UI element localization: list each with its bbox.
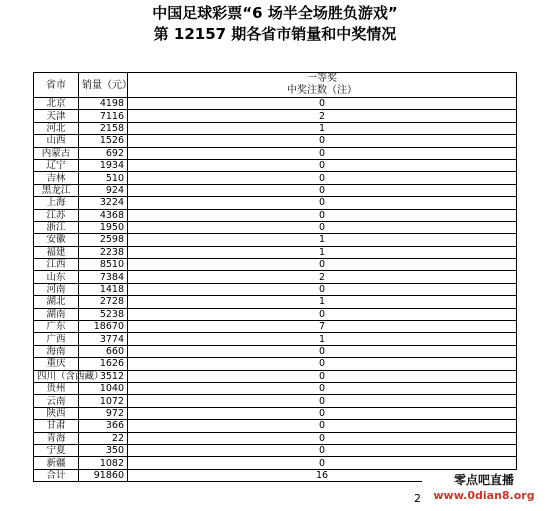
title-line-2: 第 12157 期各省市销量和中奖情况 (153, 25, 397, 43)
cell-wins: 0 (128, 98, 517, 110)
header-first-prize (128, 73, 517, 98)
cell-wins: 2 (128, 110, 517, 122)
cell-province: 上海 (34, 197, 79, 209)
table-row (34, 271, 517, 283)
cell-sales: 350 (79, 444, 128, 456)
cell-sales: 510 (79, 172, 128, 184)
cell-sales: 7116 (79, 110, 128, 122)
table-row (34, 444, 517, 456)
header-sales: 销量（元） (79, 73, 128, 98)
cell-wins: 0 (128, 457, 517, 469)
cell-sales: 5238 (79, 308, 128, 320)
cell-sales: 1950 (79, 221, 128, 233)
cell-sales: 1934 (79, 159, 128, 171)
cell-wins: 0 (128, 209, 517, 221)
table-row (34, 321, 517, 333)
cell-province: 吉林 (34, 172, 79, 184)
cell-sales: 4198 (79, 98, 128, 110)
cell-sales: 2238 (79, 246, 128, 258)
cell-province: 广西 (34, 333, 79, 345)
cell-sales: 2728 (79, 296, 128, 308)
table-row (34, 395, 517, 407)
cell-sales: 1082 (79, 457, 128, 469)
cell-sales: 660 (79, 345, 128, 357)
watermark-site-name: 零点吧直播 (453, 473, 514, 487)
table-row (34, 122, 517, 134)
table-row (34, 98, 517, 110)
cell-wins: 0 (128, 420, 517, 432)
cell-wins: 7 (128, 321, 517, 333)
sales-table (33, 72, 517, 482)
cell-sales: 7384 (79, 271, 128, 283)
table-row (34, 184, 517, 196)
cell-wins: 0 (128, 345, 517, 357)
cell-province: 辽宁 (34, 159, 79, 171)
table-row (34, 246, 517, 258)
cell-province: 黑龙江 (34, 184, 79, 196)
table-row (34, 345, 517, 357)
cell-wins: 0 (128, 221, 517, 233)
cell-province: 内蒙古 (34, 147, 79, 159)
cell-province: 安徽 (34, 234, 79, 246)
partial-text: 2 (414, 492, 421, 505)
cell-province: 四川（含西藏） (34, 370, 79, 382)
cell-province: 贵州 (34, 382, 79, 394)
cell-sales: 1040 (79, 382, 128, 394)
cell-sales: 2158 (79, 122, 128, 134)
cell-province: 北京 (34, 98, 79, 110)
cell-sales: 22 (79, 432, 128, 444)
cell-wins: 0 (128, 159, 517, 171)
cell-province: 合计 (34, 469, 79, 481)
watermark-url: www.0dian8.org (433, 489, 535, 502)
cell-province: 天津 (34, 110, 79, 122)
cell-sales: 972 (79, 407, 128, 419)
cell-sales: 1418 (79, 283, 128, 295)
cell-sales: 4368 (79, 209, 128, 221)
table-row (34, 382, 517, 394)
cell-wins: 1 (128, 246, 517, 258)
cell-wins: 1 (128, 296, 517, 308)
cell-sales: 3774 (79, 333, 128, 345)
watermark (422, 470, 546, 508)
cell-sales: 3512 (79, 370, 128, 382)
table-row (34, 159, 517, 171)
cell-sales: 2598 (79, 234, 128, 246)
cell-sales: 1072 (79, 395, 128, 407)
cell-wins: 16 (128, 469, 517, 481)
table-row (34, 135, 517, 147)
cell-wins: 0 (128, 184, 517, 196)
table-row (34, 197, 517, 209)
cell-province: 江西 (34, 259, 79, 271)
table-row (34, 259, 517, 271)
cell-wins: 0 (128, 147, 517, 159)
table-body (34, 98, 517, 482)
cell-wins: 1 (128, 333, 517, 345)
cell-province: 河北 (34, 122, 79, 134)
table-row (34, 370, 517, 382)
cell-province: 陕西 (34, 407, 79, 419)
cell-wins: 0 (128, 358, 517, 370)
cell-province: 宁夏 (34, 444, 79, 456)
table-row (34, 172, 517, 184)
table-row (34, 457, 517, 469)
cell-wins: 0 (128, 283, 517, 295)
cell-wins: 0 (128, 259, 517, 271)
cell-wins: 0 (128, 370, 517, 382)
cell-province: 广东 (34, 321, 79, 333)
cell-sales: 1626 (79, 358, 128, 370)
header-wins: 中奖注数（注） (287, 85, 357, 96)
table-header-row (34, 73, 517, 98)
cell-wins: 0 (128, 444, 517, 456)
cell-wins: 0 (128, 135, 517, 147)
cell-sales: 3224 (79, 197, 128, 209)
cell-sales: 924 (79, 184, 128, 196)
title-line-1: 中国足球彩票“6 场半全场胜负游戏” (152, 4, 398, 22)
header-prize-tier: 一等奖 (307, 73, 337, 84)
cell-sales: 8510 (79, 259, 128, 271)
cell-sales: 1526 (79, 135, 128, 147)
cell-wins: 2 (128, 271, 517, 283)
cell-province: 湖南 (34, 308, 79, 320)
cell-wins: 0 (128, 407, 517, 419)
table-row (34, 209, 517, 221)
table-row (34, 308, 517, 320)
cell-province: 海南 (34, 345, 79, 357)
header-province: 省市 (34, 73, 79, 98)
cell-wins: 0 (128, 395, 517, 407)
cell-wins: 1 (128, 122, 517, 134)
cell-sales: 692 (79, 147, 128, 159)
cell-province: 云南 (34, 395, 79, 407)
table-row (34, 407, 517, 419)
table-row (34, 283, 517, 295)
cell-wins: 0 (128, 432, 517, 444)
cell-province: 新疆 (34, 457, 79, 469)
cell-wins: 0 (128, 382, 517, 394)
cell-province: 福建 (34, 246, 79, 258)
table-row (34, 234, 517, 246)
cell-sales: 366 (79, 420, 128, 432)
cell-province: 青海 (34, 432, 79, 444)
table-row (34, 147, 517, 159)
table-row (34, 358, 517, 370)
table-row (34, 221, 517, 233)
table-row (34, 432, 517, 444)
cell-sales: 18670 (79, 321, 128, 333)
table-row (34, 333, 517, 345)
cell-province: 山西 (34, 135, 79, 147)
cell-wins: 0 (128, 172, 517, 184)
table-row (34, 296, 517, 308)
cell-province: 浙江 (34, 221, 79, 233)
cell-wins: 1 (128, 234, 517, 246)
table-row (34, 110, 517, 122)
cell-province: 山东 (34, 271, 79, 283)
cell-province: 河南 (34, 283, 79, 295)
table-row (34, 420, 517, 432)
cell-wins: 0 (128, 197, 517, 209)
cell-sales: 91860 (79, 469, 128, 481)
cell-wins: 0 (128, 308, 517, 320)
cell-province: 重庆 (34, 358, 79, 370)
cell-province: 湖北 (34, 296, 79, 308)
cell-province: 江苏 (34, 209, 79, 221)
cell-province: 甘肃 (34, 420, 79, 432)
